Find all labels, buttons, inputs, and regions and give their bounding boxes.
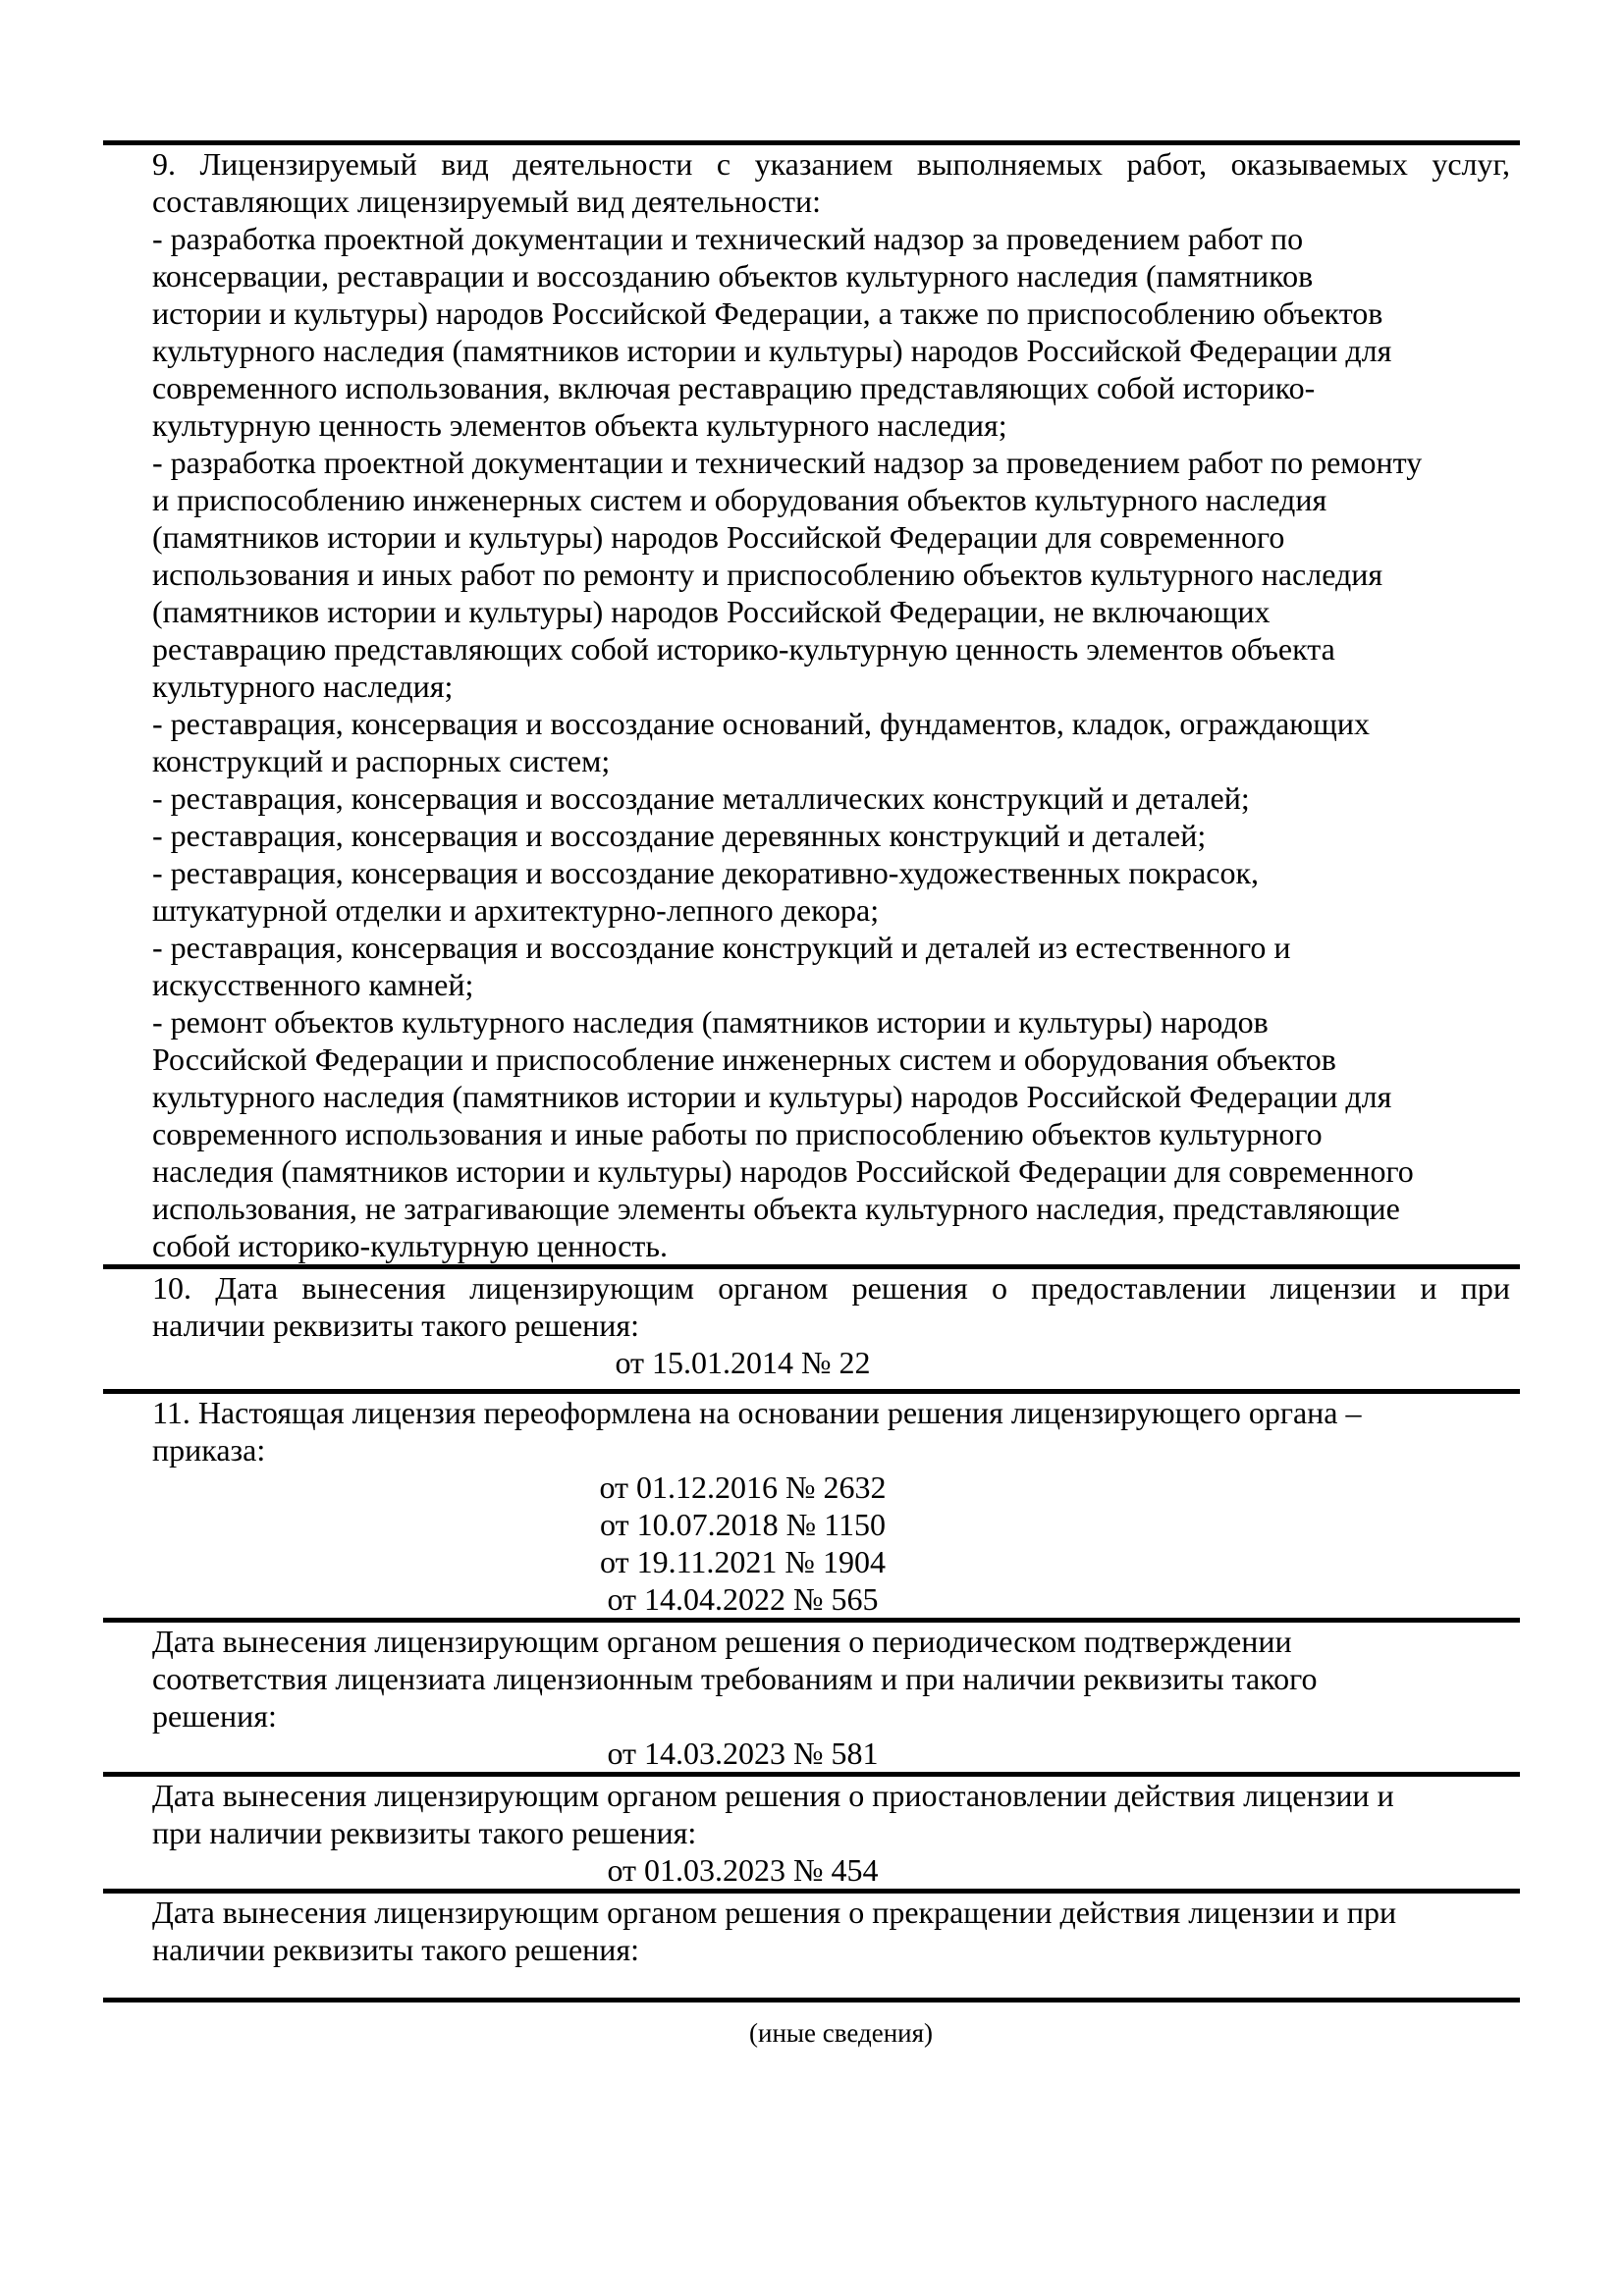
section-termination-decision [103, 1889, 1520, 1998]
text-line: консервации, реставрации и воссозданию объектов культурного наследия (памятников [152, 258, 1314, 294]
text-line: использования и иных работ по ремонту и приспособлению объектов культурного наследия [152, 557, 1383, 592]
section-10-grant-decision [103, 1264, 1520, 1389]
text-line: и приспособлению инженерных систем и оборудования объектов культурного наследия [152, 482, 1327, 517]
text-line: - разработка проектной документации и технический надзор за проведением работ по ремонту [152, 445, 1423, 480]
section-9-licensed-activity [103, 140, 1520, 1264]
section-suspension-decision [103, 1772, 1520, 1889]
text-line: - реставрация, консервация и воссоздание оснований, фундаментов, кладок, ограждающих [152, 706, 1370, 741]
text-line: штукатурной отделки и архитектурно-лепного декора; [152, 892, 880, 928]
text-line: реставрацию представляющих собой историко-культурную ценность элементов объекта [152, 631, 1335, 667]
decision-date-value: от 19.11.2021 № 1904 [600, 1544, 886, 1579]
text-line: Дата вынесения лицензирующим органом решения о прекращении действия лицензии и при [152, 1895, 1397, 1930]
text-line: собой историко-культурную ценность. [152, 1228, 668, 1263]
text-line: культурного наследия (памятников истории и культуры) народов Российской Федерации для [152, 333, 1392, 368]
decision-date-value: от 10.07.2018 № 1150 [600, 1507, 886, 1542]
text-line: - реставрация, консервация и воссоздание металлических конструкций и деталей; [152, 780, 1250, 816]
text-line: - реставрация, консервация и воссоздание конструкций и деталей из естественного и [152, 930, 1291, 965]
text-line: использования, не затрагивающие элементы объекта культурного наследия, представляющие [152, 1191, 1400, 1226]
other-information-note: (иные сведения) [103, 1998, 1520, 2050]
decision-date-value: от 01.03.2023 № 454 [607, 1852, 879, 1888]
text-line: решения: [152, 1698, 277, 1734]
text-line: - ремонт объектов культурного наследия (памятников истории и культуры) народов [152, 1004, 1269, 1040]
text-line: - разработка проектной документации и технический надзор за проведением работ по [152, 221, 1304, 256]
section-11-reissue-decision [103, 1389, 1520, 1618]
text-line: 10. Дата вынесения лицензирующим органом решения о предоставлении лицензии и при [152, 1270, 1510, 1306]
text-line: Российской Федерации и приспособление инженерных систем и оборудования объектов [152, 1041, 1336, 1077]
text-line: 9. Лицензируемый вид деятельности с указанием выполняемых работ, оказываемых услуг, [152, 146, 1510, 182]
text-line: наличии реквизиты такого решения: [152, 1932, 640, 1967]
text-line: наследия (памятников истории и культуры) народов Российской Федерации для современного [152, 1153, 1414, 1189]
text-line: - реставрация, консервация и воссоздание деревянных конструкций и деталей; [152, 818, 1207, 853]
text-line: наличии реквизиты такого решения: [152, 1308, 640, 1343]
text-line: (памятников истории и культуры) народов Российской Федерации, не включающих [152, 594, 1271, 629]
text-line: истории и культуры) народов Российской Федерации, а также по приспособлению объектов [152, 295, 1383, 331]
text-line: современного использования и иные работы по приспособлению объектов культурного [152, 1116, 1323, 1151]
text-line: культурную ценность элементов объекта культурного наследия; [152, 407, 1007, 443]
text-line: 11. Настоящая лицензия переоформлена на основании решения лицензирующего органа – [152, 1395, 1362, 1430]
license-document [103, 140, 1520, 2050]
text-line: соответствия лицензиата лицензионным требованиям и при наличии реквизиты такого [152, 1661, 1318, 1696]
text-line: конструкций и распорных систем; [152, 743, 611, 778]
decision-date-value: от 14.03.2023 № 581 [607, 1735, 879, 1771]
text-line: культурного наследия; [152, 668, 454, 704]
text-line: - реставрация, консервация и воссоздание декоративно-художественных покрасок, [152, 855, 1260, 890]
text-line: Дата вынесения лицензирующим органом решения о приостановлении действия лицензии и [152, 1778, 1394, 1813]
text-line: современного использования, включая реставрацию представляющих собой историко- [152, 370, 1316, 405]
decision-date-value: от 01.12.2016 № 2632 [599, 1469, 887, 1505]
text-line: приказа: [152, 1432, 266, 1468]
text-line: при наличии реквизиты такого решения: [152, 1815, 697, 1850]
text-line: (памятников истории и культуры) народов Российской Федерации для современного [152, 519, 1285, 555]
decision-date-value: от 15.01.2014 № 22 [615, 1345, 871, 1380]
text-line: культурного наследия (памятников истории и культуры) народов Российской Федерации для [152, 1079, 1392, 1114]
text-line: искусственного камней; [152, 967, 474, 1002]
text-line: составляющих лицензируемый вид деятельности: [152, 184, 821, 219]
section-periodic-confirmation-decision [103, 1618, 1520, 1772]
decision-date-value: от 14.04.2022 № 565 [607, 1581, 879, 1617]
text-line: Дата вынесения лицензирующим органом решения о периодическом подтверждении [152, 1624, 1292, 1659]
